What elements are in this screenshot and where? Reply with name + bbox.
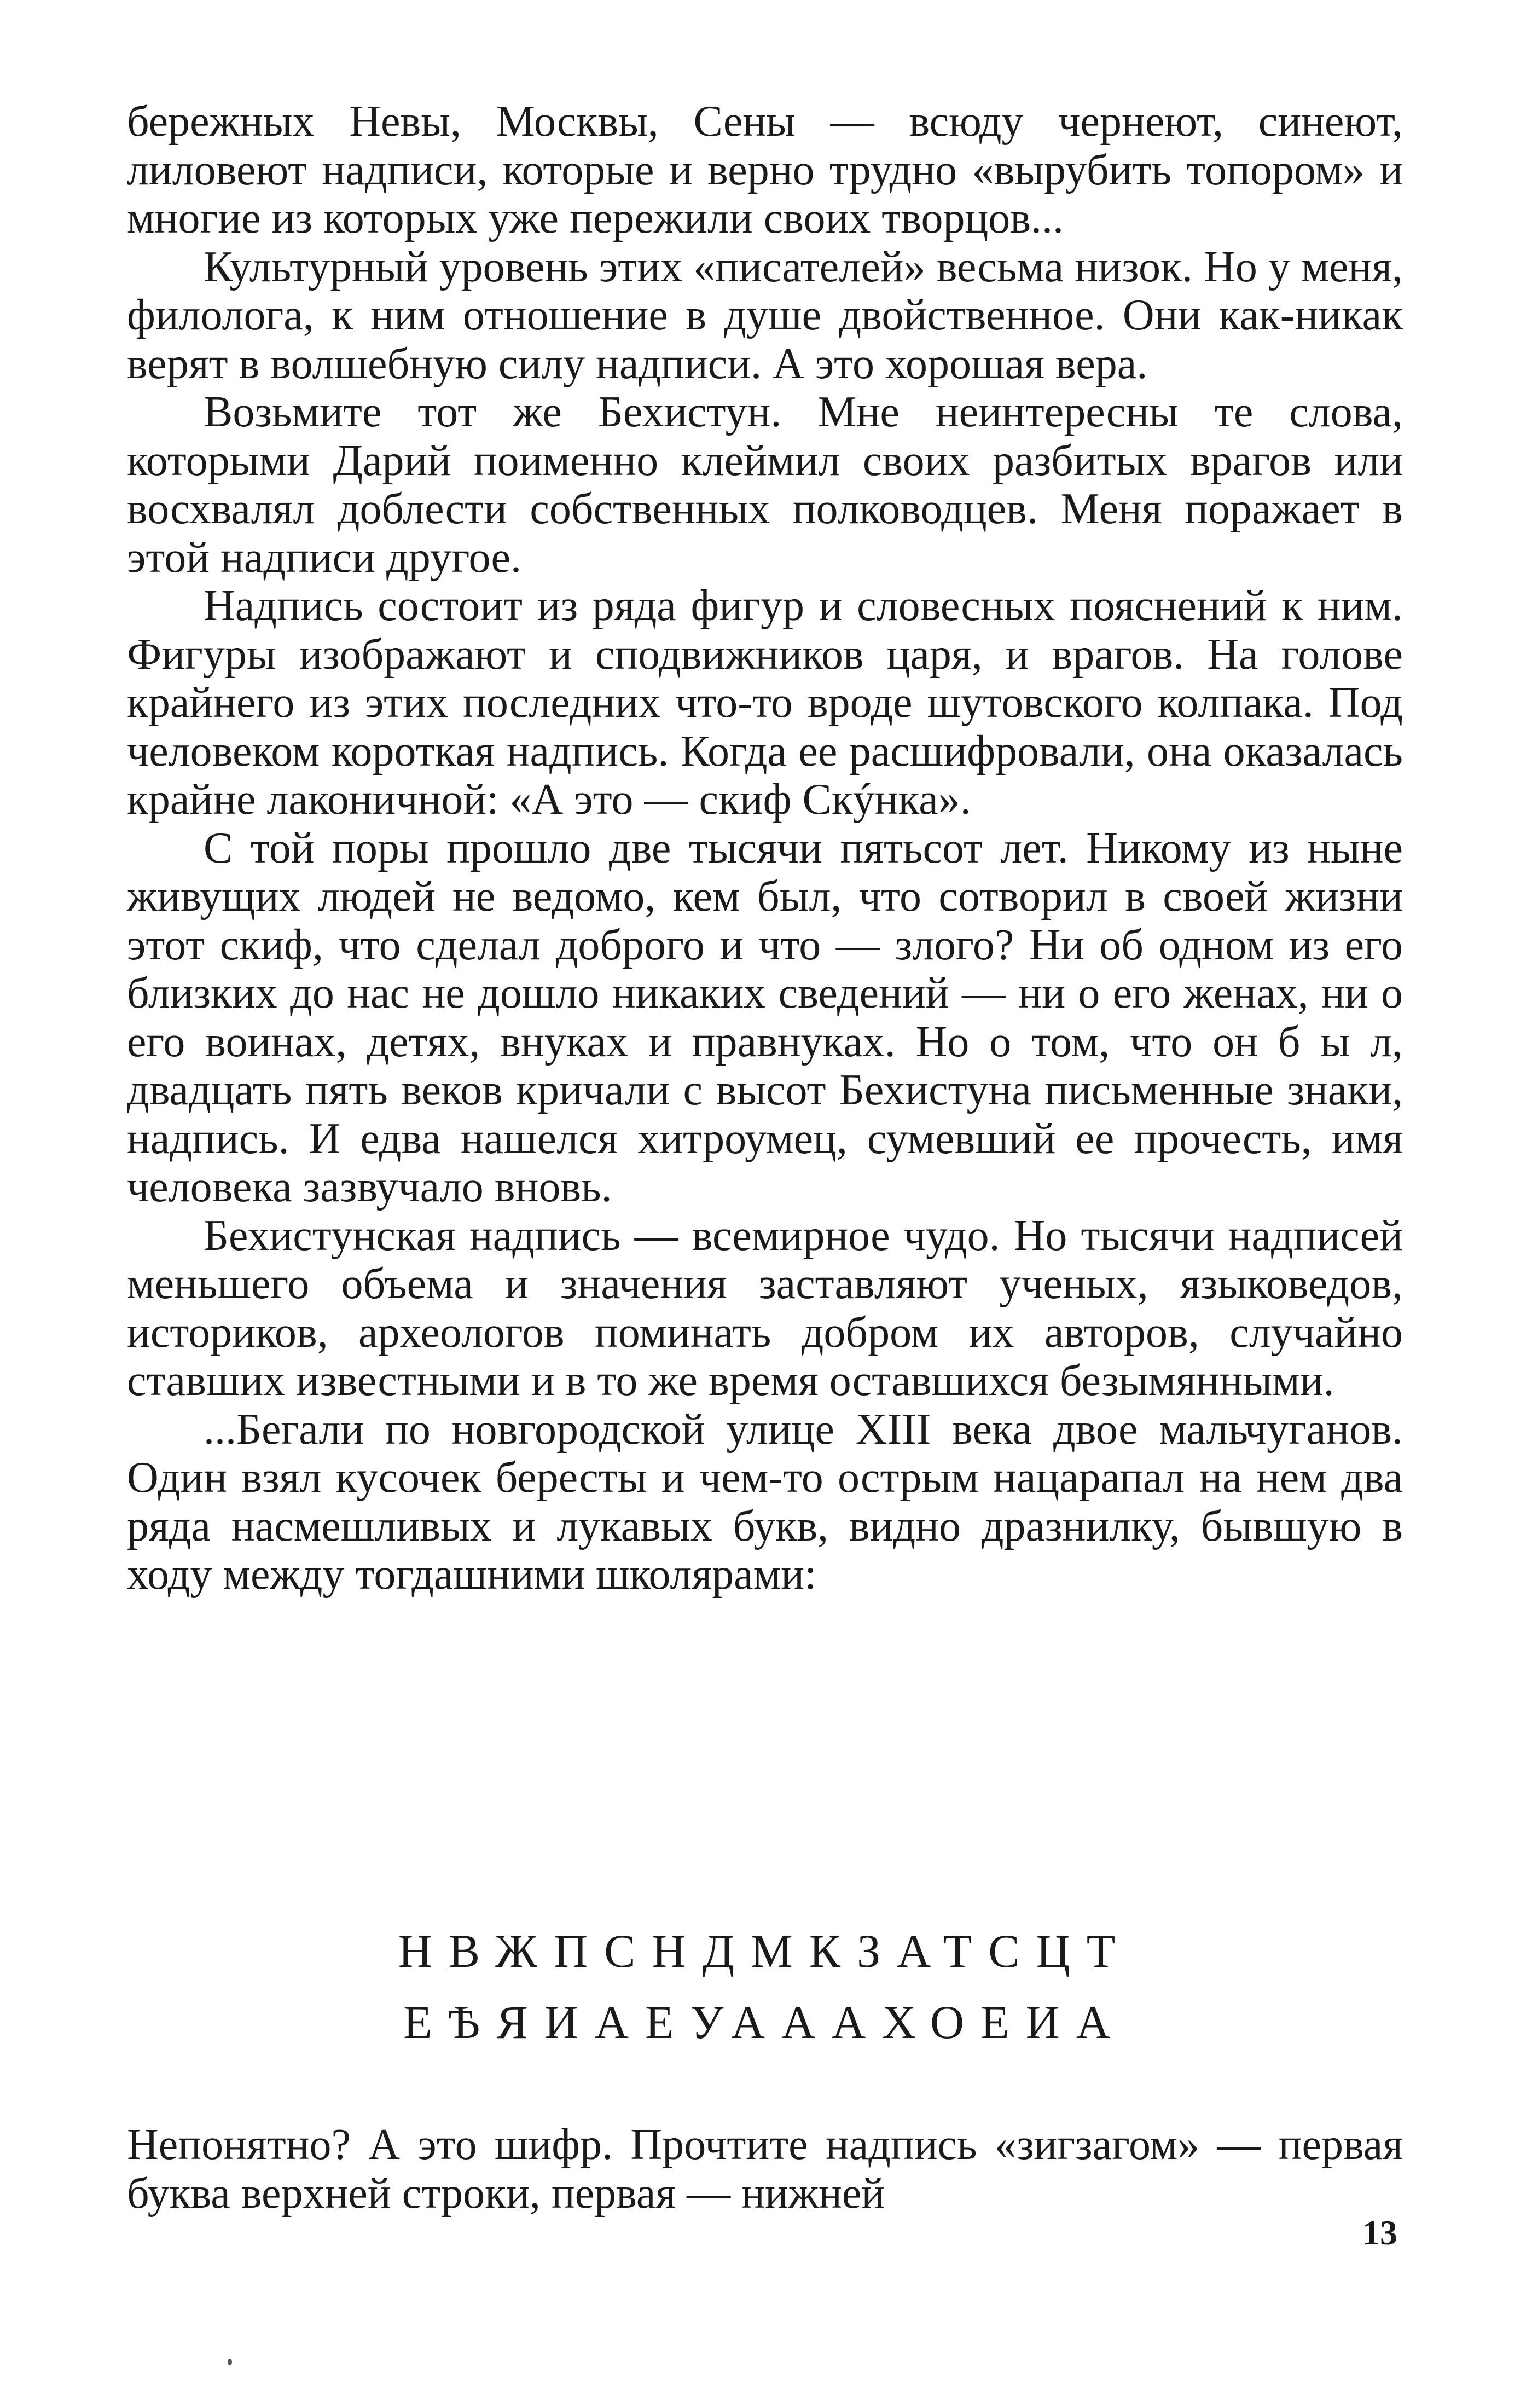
paragraph-4: Надпись состоит из ряда фигур и словесных пояснений к ним. Фигуры изображают и сподвижников царя, и врагов. На голове крайнего из этих последних что-то вроде шутовского колпака. Под человеком короткая надпись. Когда ее расшифровали, она оказалась крайне лаконичной: «А это — скиф Скýнка». [127, 582, 1403, 824]
print-speck [228, 2359, 232, 2365]
cipher-inscription [127, 1915, 1403, 2058]
paragraph-3: Возьмите тот же Бехистун. Мне неинтересны те слова, которыми Дарий поименно клеймил своих разбитых врагов или восхвалял доблести собственных полководцев. Меня поражает в этой надписи другое. [127, 388, 1403, 582]
paragraph-8: Непонятно? А это шифр. Прочтите надпись «зигзагом» — первая буква верхней строки, первая — нижней [127, 2121, 1403, 2218]
main-text [127, 97, 1403, 1599]
paragraph-5: С той поры прошло две тысячи пятьсот лет. Никому из ныне живущих людей не ведомо, кем был, что сотворил в своей жизни этот скиф, что сделал доброго и что — злого? Ни об одном из его близких до нас не дошло никаких сведений — ни о его женах, ни о его воинах, детях, внуках и правнуках. Но о том, что он б ы л, двадцать пять веков кричали с высот Бехистуна письменные знаки, надпись. И едва нашелся хитроумец, сумевший ее прочесть, имя человека зазвучало вновь. [127, 824, 1403, 1211]
page-number: 13 [1362, 2213, 1397, 2252]
continuation-text [127, 2121, 1403, 2218]
cipher-top-row: НВЖПСНДМКЗАТСЦТ [398, 1925, 1132, 1977]
paragraph-2: Культурный уровень этих «писателей» весьма низок. Но у меня, филолога, к ним отношение в душе двойственное. Они как-никак верят в волшебную силу надписи. А это хорошая вера. [127, 242, 1403, 388]
cipher-bottom-row: ЕѢЯИАЕУАААХОЕИА [403, 1996, 1127, 2048]
paragraph-1: бережных Невы, Москвы, Сены — всюду чернеют, синеют, лиловеют надписи, которые и верно трудно «вырубить топором» и многие из которых уже пережили своих творцов... [127, 97, 1403, 242]
paragraph-6: Бехистунская надпись — всемирное чудо. Но тысячи надписей меньшего объема и значения заставляют ученых, языковедов, историков, археологов поминать добром их авторов, случайно ставших известными и в то же время оставшихся безымянными. [127, 1211, 1403, 1405]
paragraph-7: ...Бегали по новгородской улице XIII века двое мальчуганов. Один взял кусочек бересты и чем-то острым нацарапал на нем два ряда насмешливых и лукавых букв, видно дразнилку, бывшую в ходу между тогдашними школярами: [127, 1405, 1403, 1599]
